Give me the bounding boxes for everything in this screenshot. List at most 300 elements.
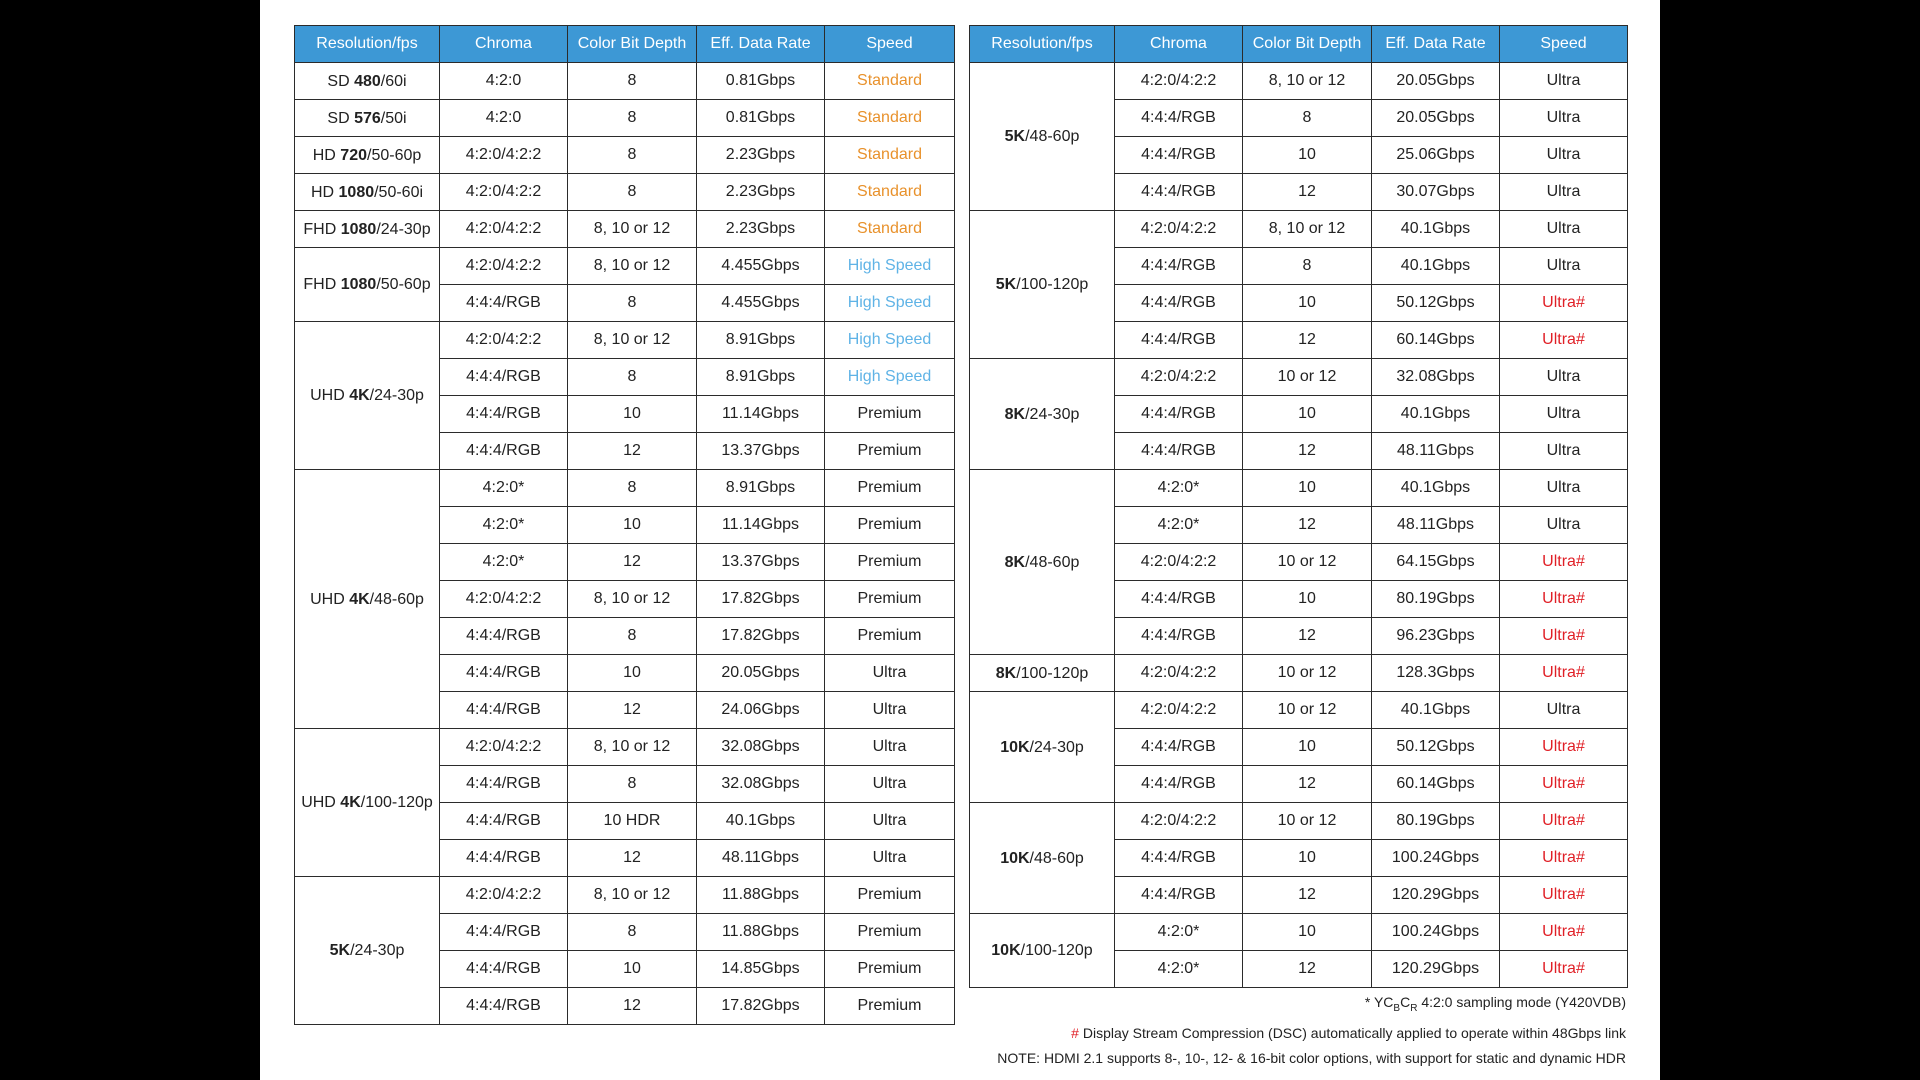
resolution-cell (295, 322, 440, 470)
speed-cell: Ultra (1500, 359, 1628, 396)
table-row (295, 174, 955, 211)
footnote-sub-r: R (1410, 1002, 1418, 1014)
eff-data-rate-cell: 48.11Gbps (697, 840, 825, 877)
resolution-fps: /24-30p (1025, 405, 1080, 423)
footnote-ycbcr-c: C (1400, 994, 1411, 1010)
document-page (260, 0, 1660, 1080)
hdmi-spec-table-right (969, 25, 1628, 988)
resolution-fps: /24-30p (376, 220, 431, 238)
resolution-fps: /50-60i (374, 183, 424, 201)
color-bit-depth-cell: 10 (568, 951, 697, 988)
table-row (970, 470, 1628, 507)
speed-cell: Standard (825, 100, 955, 137)
header-resolution: Resolution/fps (295, 26, 440, 63)
speed-cell: Ultra# (1500, 951, 1628, 988)
chroma-cell: 4:4:4/RGB (440, 655, 568, 692)
eff-data-rate-cell: 20.05Gbps (1372, 63, 1500, 100)
speed-cell: Ultra (1500, 470, 1628, 507)
resolution-value: 8K (1004, 553, 1026, 571)
color-bit-depth-cell: 10 or 12 (1243, 803, 1372, 840)
table-row (295, 63, 955, 100)
resolution-cell (970, 655, 1115, 692)
speed-cell: Standard (825, 137, 955, 174)
table-header-row (970, 26, 1628, 63)
eff-data-rate-cell: 80.19Gbps (1372, 581, 1500, 618)
resolution-value: 10K (1000, 738, 1030, 756)
resolution-cell (970, 63, 1115, 211)
chroma-cell: 4:4:4/RGB (1115, 766, 1243, 803)
eff-data-rate-cell: 40.1Gbps (1372, 211, 1500, 248)
chroma-cell: 4:2:0/4:2:2 (1115, 692, 1243, 729)
eff-data-rate-cell: 30.07Gbps (1372, 174, 1500, 211)
resolution-cell (970, 914, 1115, 988)
resolution-cell (970, 692, 1115, 803)
footnote-ycbcr-text: 4:2:0 sampling mode (Y420VDB) (1417, 994, 1626, 1010)
speed-cell: Premium (825, 877, 955, 914)
eff-data-rate-cell: 64.15Gbps (1372, 544, 1500, 581)
eff-data-rate-cell: 8.91Gbps (697, 359, 825, 396)
resolution-value: 4K (349, 590, 370, 608)
resolution-prefix: HD (312, 146, 341, 164)
resolution-fps: /100-120p (1016, 276, 1089, 293)
eff-data-rate-cell: 11.88Gbps (697, 914, 825, 951)
resolution-cell (295, 100, 440, 137)
speed-cell: Ultra# (1500, 729, 1628, 766)
color-bit-depth-cell: 8 (568, 618, 697, 655)
color-bit-depth-cell: 12 (568, 988, 697, 1025)
eff-data-rate-cell: 40.1Gbps (1372, 692, 1500, 729)
eff-data-rate-cell: 8.91Gbps (697, 322, 825, 359)
chroma-cell: 4:2:0/4:2:2 (1115, 359, 1243, 396)
resolution-fps: /50i (380, 109, 407, 127)
resolution-prefix: UHD (310, 590, 350, 608)
resolution-fps: /48-60p (1025, 553, 1080, 571)
speed-cell: Standard (825, 211, 955, 248)
resolution-cell (970, 211, 1115, 359)
color-bit-depth-cell: 8 (1243, 248, 1372, 285)
color-bit-depth-cell: 10 (1243, 137, 1372, 174)
chroma-cell: 4:4:4/RGB (440, 951, 568, 988)
table-row (295, 248, 955, 285)
eff-data-rate-cell: 14.85Gbps (697, 951, 825, 988)
chroma-cell: 4:4:4/RGB (1115, 581, 1243, 618)
resolution-fps: /100-120p (1016, 664, 1089, 682)
speed-cell: Ultra# (1500, 618, 1628, 655)
resolution-fps: /50-60p (367, 146, 422, 164)
speed-cell: Premium (825, 988, 955, 1025)
color-bit-depth-cell: 10 (1243, 729, 1372, 766)
speed-cell: Ultra (825, 840, 955, 877)
chroma-cell: 4:4:4/RGB (440, 618, 568, 655)
chroma-cell: 4:4:4/RGB (440, 803, 568, 840)
color-bit-depth-cell: 12 (1243, 507, 1372, 544)
chroma-cell: 4:4:4/RGB (440, 285, 568, 322)
eff-data-rate-cell: 25.06Gbps (1372, 137, 1500, 174)
color-bit-depth-cell: 8, 10 or 12 (568, 877, 697, 914)
resolution-value: 5K (329, 942, 351, 959)
table-row (970, 914, 1628, 951)
resolution-cell (295, 248, 440, 322)
color-bit-depth-cell: 8 (568, 137, 697, 174)
eff-data-rate-cell: 32.08Gbps (1372, 359, 1500, 396)
chroma-cell: 4:2:0* (1115, 470, 1243, 507)
chroma-cell: 4:4:4/RGB (1115, 433, 1243, 470)
header-chroma: Chroma (1115, 26, 1243, 63)
chroma-cell: 4:4:4/RGB (440, 359, 568, 396)
speed-cell: Ultra (825, 729, 955, 766)
color-bit-depth-cell: 10 or 12 (1243, 655, 1372, 692)
hdmi-spec-table-left (294, 25, 955, 1025)
table-row (970, 803, 1628, 840)
chroma-cell: 4:2:0* (1115, 951, 1243, 988)
chroma-cell: 4:4:4/RGB (1115, 137, 1243, 174)
eff-data-rate-cell: 50.12Gbps (1372, 285, 1500, 322)
chroma-cell: 4:2:0 (440, 63, 568, 100)
resolution-value: 8K (995, 664, 1017, 682)
eff-data-rate-cell: 48.11Gbps (1372, 507, 1500, 544)
speed-cell: Premium (825, 581, 955, 618)
chroma-cell: 4:2:0/4:2:2 (440, 877, 568, 914)
chroma-cell: 4:2:0* (440, 470, 568, 507)
speed-cell: Ultra# (1500, 840, 1628, 877)
eff-data-rate-cell: 100.24Gbps (1372, 914, 1500, 951)
resolution-cell (295, 729, 440, 877)
color-bit-depth-cell: 12 (568, 692, 697, 729)
footnote-sub-b: B (1393, 1002, 1401, 1014)
resolution-fps: /100-120p (1020, 942, 1093, 959)
table-row (970, 655, 1628, 692)
speed-cell: Ultra (1500, 174, 1628, 211)
table-row (295, 211, 955, 248)
color-bit-depth-cell: 10 (1243, 581, 1372, 618)
table-row (295, 877, 955, 914)
chroma-cell: 4:2:0/4:2:2 (440, 581, 568, 618)
eff-data-rate-cell: 120.29Gbps (1372, 951, 1500, 988)
chroma-cell: 4:2:0/4:2:2 (1115, 655, 1243, 692)
eff-data-rate-cell: 0.81Gbps (697, 100, 825, 137)
chroma-cell: 4:4:4/RGB (1115, 729, 1243, 766)
speed-cell: Ultra# (1500, 544, 1628, 581)
eff-data-rate-cell: 120.29Gbps (1372, 877, 1500, 914)
color-bit-depth-cell: 8, 10 or 12 (568, 581, 697, 618)
header-speed: Speed (1500, 26, 1628, 63)
color-bit-depth-cell: 10 or 12 (1243, 544, 1372, 581)
resolution-cell (295, 877, 440, 1025)
footnote-dsc-text: Display Stream Compression (DSC) automatically applied to operate within 48Gbps link (1078, 1024, 1626, 1041)
speed-cell: Ultra# (1500, 581, 1628, 618)
chroma-cell: 4:4:4/RGB (1115, 248, 1243, 285)
eff-data-rate-cell: 50.12Gbps (1372, 729, 1500, 766)
eff-data-rate-cell: 17.82Gbps (697, 988, 825, 1025)
chroma-cell: 4:2:0* (440, 507, 568, 544)
resolution-prefix: FHD (303, 220, 341, 238)
eff-data-rate-cell: 80.19Gbps (1372, 803, 1500, 840)
color-bit-depth-cell: 10 (568, 396, 697, 433)
resolution-value: 480 (354, 72, 381, 90)
chroma-cell: 4:4:4/RGB (1115, 877, 1243, 914)
color-bit-depth-cell: 12 (1243, 618, 1372, 655)
speed-cell: Standard (825, 174, 955, 211)
eff-data-rate-cell: 20.05Gbps (697, 655, 825, 692)
chroma-cell: 4:2:0 (440, 100, 568, 137)
color-bit-depth-cell: 8, 10 or 12 (1243, 211, 1372, 248)
color-bit-depth-cell: 10 or 12 (1243, 692, 1372, 729)
eff-data-rate-cell: 96.23Gbps (1372, 618, 1500, 655)
eff-data-rate-cell: 40.1Gbps (697, 803, 825, 840)
speed-cell: Ultra# (1500, 285, 1628, 322)
color-bit-depth-cell: 10 (1243, 396, 1372, 433)
chroma-cell: 4:4:4/RGB (440, 433, 568, 470)
eff-data-rate-cell: 13.37Gbps (697, 433, 825, 470)
header-eff-data-rate: Eff. Data Rate (697, 26, 825, 63)
chroma-cell: 4:4:4/RGB (440, 396, 568, 433)
speed-cell: Premium (825, 433, 955, 470)
resolution-fps: /48-60p (1025, 128, 1080, 145)
eff-data-rate-cell: 20.05Gbps (1372, 100, 1500, 137)
resolution-prefix: UHD (301, 794, 341, 811)
resolution-cell (295, 63, 440, 100)
color-bit-depth-cell: 8 (568, 766, 697, 803)
resolution-value: 4K (340, 794, 361, 811)
speed-cell: Ultra (825, 766, 955, 803)
chroma-cell: 4:4:4/RGB (1115, 174, 1243, 211)
chroma-cell: 4:4:4/RGB (1115, 322, 1243, 359)
speed-cell: Premium (825, 544, 955, 581)
resolution-value: 1080 (340, 220, 377, 238)
speed-cell: Ultra (1500, 507, 1628, 544)
eff-data-rate-cell: 32.08Gbps (697, 729, 825, 766)
chroma-cell: 4:4:4/RGB (1115, 285, 1243, 322)
eff-data-rate-cell: 0.81Gbps (697, 63, 825, 100)
eff-data-rate-cell: 24.06Gbps (697, 692, 825, 729)
color-bit-depth-cell: 12 (568, 433, 697, 470)
table-header-row (295, 26, 955, 63)
speed-cell: Ultra (1500, 692, 1628, 729)
eff-data-rate-cell: 8.91Gbps (697, 470, 825, 507)
resolution-value: 10K (1000, 849, 1030, 867)
chroma-cell: 4:2:0/4:2:2 (1115, 211, 1243, 248)
footnote-dsc-hash: # (1071, 1024, 1079, 1041)
chroma-cell: 4:2:0/4:2:2 (1115, 63, 1243, 100)
color-bit-depth-cell: 10 (1243, 914, 1372, 951)
resolution-fps: /60i (380, 72, 407, 90)
eff-data-rate-cell: 4.455Gbps (697, 248, 825, 285)
footnote-hdr-note: NOTE: HDMI 2.1 supports 8-, 10-, 12- & 16-bit color options, with support for static and dynamic HDR (997, 1049, 1626, 1066)
resolution-fps: /100-120p (360, 794, 433, 811)
speed-cell: Ultra# (1500, 766, 1628, 803)
resolution-value: 10K (991, 942, 1021, 959)
chroma-cell: 4:2:0/4:2:2 (440, 137, 568, 174)
table-row (970, 692, 1628, 729)
resolution-cell (295, 137, 440, 174)
resolution-prefix: UHD (310, 387, 350, 404)
chroma-cell: 4:2:0/4:2:2 (440, 211, 568, 248)
speed-cell: Ultra (1500, 137, 1628, 174)
header-eff-data-rate: Eff. Data Rate (1372, 26, 1500, 63)
speed-cell: Ultra (1500, 396, 1628, 433)
resolution-cell (295, 211, 440, 248)
color-bit-depth-cell: 8 (568, 285, 697, 322)
resolution-cell (970, 803, 1115, 914)
speed-cell: High Speed (825, 248, 955, 285)
header-speed: Speed (825, 26, 955, 63)
resolution-fps: /48-60p (369, 590, 424, 608)
speed-cell: Ultra# (1500, 914, 1628, 951)
color-bit-depth-cell: 12 (1243, 951, 1372, 988)
resolution-value: 576 (354, 109, 381, 127)
header-resolution: Resolution/fps (970, 26, 1115, 63)
color-bit-depth-cell: 8, 10 or 12 (568, 322, 697, 359)
chroma-cell: 4:2:0* (1115, 914, 1243, 951)
resolution-value: 720 (340, 146, 367, 164)
speed-cell: Ultra (825, 692, 955, 729)
chroma-cell: 4:2:0/4:2:2 (440, 174, 568, 211)
resolution-value: 8K (1004, 405, 1026, 423)
chroma-cell: 4:4:4/RGB (440, 766, 568, 803)
speed-cell: Ultra# (1500, 655, 1628, 692)
color-bit-depth-cell: 10 (568, 507, 697, 544)
footnote-ycbcr (960, 990, 1626, 1021)
speed-cell: Ultra# (1500, 877, 1628, 914)
eff-data-rate-cell: 100.24Gbps (1372, 840, 1500, 877)
color-bit-depth-cell: 8, 10 or 12 (1243, 63, 1372, 100)
color-bit-depth-cell: 12 (568, 840, 697, 877)
color-bit-depth-cell: 8 (568, 63, 697, 100)
table-row (295, 729, 955, 766)
speed-cell: Ultra (825, 655, 955, 692)
table-row (295, 470, 955, 507)
resolution-fps: /24-30p (1029, 738, 1084, 756)
resolution-fps: /48-60p (1029, 849, 1084, 867)
chroma-cell: 4:4:4/RGB (1115, 396, 1243, 433)
color-bit-depth-cell: 8 (568, 470, 697, 507)
color-bit-depth-cell: 12 (1243, 174, 1372, 211)
header-color-bit-depth: Color Bit Depth (1243, 26, 1372, 63)
color-bit-depth-cell: 8 (568, 100, 697, 137)
color-bit-depth-cell: 10 (1243, 285, 1372, 322)
eff-data-rate-cell: 4.455Gbps (697, 285, 825, 322)
footnote-ycbcr-star: * YC (1364, 994, 1394, 1010)
color-bit-depth-cell: 12 (1243, 877, 1372, 914)
resolution-prefix: SD (327, 109, 355, 127)
speed-cell: Premium (825, 914, 955, 951)
resolution-prefix: FHD (303, 276, 341, 293)
speed-cell: Ultra (1500, 211, 1628, 248)
footnote-dsc (960, 1021, 1626, 1046)
eff-data-rate-cell: 128.3Gbps (1372, 655, 1500, 692)
eff-data-rate-cell: 2.23Gbps (697, 137, 825, 174)
eff-data-rate-cell: 40.1Gbps (1372, 248, 1500, 285)
eff-data-rate-cell: 11.88Gbps (697, 877, 825, 914)
resolution-value: 1080 (340, 276, 377, 293)
chroma-cell: 4:2:0/4:2:2 (1115, 544, 1243, 581)
table-row (970, 63, 1628, 100)
color-bit-depth-cell: 8 (568, 914, 697, 951)
resolution-cell (970, 470, 1115, 655)
speed-cell: Premium (825, 618, 955, 655)
color-bit-depth-cell: 8, 10 or 12 (568, 729, 697, 766)
speed-cell: High Speed (825, 359, 955, 396)
resolution-prefix: HD (310, 183, 339, 201)
eff-data-rate-cell: 60.14Gbps (1372, 322, 1500, 359)
table-row (970, 211, 1628, 248)
chroma-cell: 4:4:4/RGB (1115, 100, 1243, 137)
color-bit-depth-cell: 8 (1243, 100, 1372, 137)
speed-cell: Ultra# (1500, 322, 1628, 359)
resolution-cell (970, 359, 1115, 470)
footnotes (960, 990, 1626, 1071)
resolution-value: 5K (1004, 128, 1026, 145)
chroma-cell: 4:2:0* (1115, 507, 1243, 544)
color-bit-depth-cell: 12 (1243, 433, 1372, 470)
eff-data-rate-cell: 2.23Gbps (697, 211, 825, 248)
resolution-value: 4K (349, 387, 370, 404)
eff-data-rate-cell: 60.14Gbps (1372, 766, 1500, 803)
chroma-cell: 4:4:4/RGB (1115, 618, 1243, 655)
eff-data-rate-cell: 2.23Gbps (697, 174, 825, 211)
speed-cell: Ultra (1500, 248, 1628, 285)
color-bit-depth-cell: 8, 10 or 12 (568, 211, 697, 248)
eff-data-rate-cell: 13.37Gbps (697, 544, 825, 581)
speed-cell: Ultra (825, 803, 955, 840)
table-row (970, 359, 1628, 396)
eff-data-rate-cell: 40.1Gbps (1372, 396, 1500, 433)
header-color-bit-depth: Color Bit Depth (568, 26, 697, 63)
speed-cell: Premium (825, 470, 955, 507)
color-bit-depth-cell: 10 or 12 (1243, 359, 1372, 396)
eff-data-rate-cell: 11.14Gbps (697, 396, 825, 433)
color-bit-depth-cell: 10 (568, 655, 697, 692)
chroma-cell: 4:4:4/RGB (440, 988, 568, 1025)
speed-cell: Premium (825, 396, 955, 433)
resolution-prefix: SD (327, 72, 355, 90)
chroma-cell: 4:2:0/4:2:2 (440, 248, 568, 285)
resolution-cell (295, 470, 440, 729)
color-bit-depth-cell: 12 (568, 544, 697, 581)
color-bit-depth-cell: 10 (1243, 470, 1372, 507)
eff-data-rate-cell: 17.82Gbps (697, 581, 825, 618)
resolution-value: 1080 (338, 183, 375, 201)
color-bit-depth-cell: 8 (568, 174, 697, 211)
table-row (295, 100, 955, 137)
speed-cell: High Speed (825, 322, 955, 359)
resolution-fps: /50-60p (376, 276, 431, 293)
chroma-cell: 4:4:4/RGB (1115, 840, 1243, 877)
speed-cell: Standard (825, 63, 955, 100)
chroma-cell: 4:2:0* (440, 544, 568, 581)
header-chroma: Chroma (440, 26, 568, 63)
speed-cell: Ultra (1500, 433, 1628, 470)
speed-cell: Premium (825, 951, 955, 988)
resolution-value: 5K (995, 276, 1017, 293)
chroma-cell: 4:4:4/RGB (440, 840, 568, 877)
eff-data-rate-cell: 32.08Gbps (697, 766, 825, 803)
chroma-cell: 4:4:4/RGB (440, 692, 568, 729)
chroma-cell: 4:2:0/4:2:2 (1115, 803, 1243, 840)
resolution-fps: /24-30p (369, 387, 424, 404)
color-bit-depth-cell: 12 (1243, 322, 1372, 359)
speed-cell: Ultra (1500, 63, 1628, 100)
chroma-cell: 4:2:0/4:2:2 (440, 322, 568, 359)
color-bit-depth-cell: 8 (568, 359, 697, 396)
speed-cell: Premium (825, 507, 955, 544)
table-row (295, 322, 955, 359)
speed-cell: High Speed (825, 285, 955, 322)
color-bit-depth-cell: 10 (1243, 840, 1372, 877)
chroma-cell: 4:4:4/RGB (440, 914, 568, 951)
speed-cell: Ultra (1500, 100, 1628, 137)
eff-data-rate-cell: 40.1Gbps (1372, 470, 1500, 507)
